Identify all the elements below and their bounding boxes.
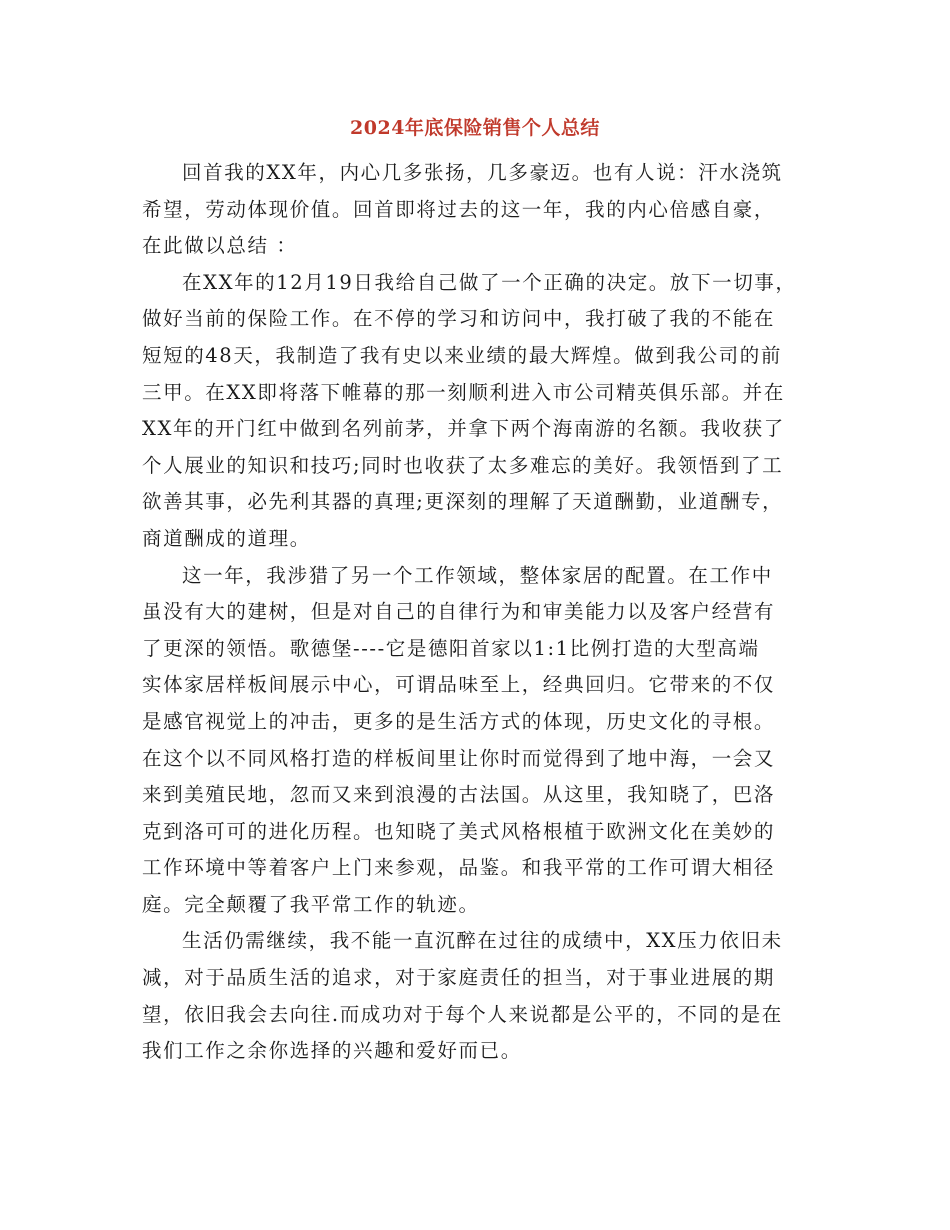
paragraph-4 <box>142 923 812 1069</box>
text-line: 商道酬成的道理。 <box>142 526 311 550</box>
text-line: 在这个以不同风格打造的样板间里让你时而觉得到了地中海，一会又 <box>142 746 776 770</box>
text-line: 望，依旧我会去向往.而成功对于每个人来说都是公平的，不同的是在 <box>142 1002 783 1026</box>
document-title: 2024年底保险销售个人总结 <box>350 117 600 139</box>
text-line: 回首我的XX年，内心几多张扬，几多豪迈。也有人说：汗水浇筑 <box>182 161 783 184</box>
text-line: 来到美殖民地，忽而又来到浪漫的古法国。从这里，我知晓了，巴洛 <box>142 783 776 807</box>
text-line: 在XX年的12月19日我给自己做了一个正确的决定。放下一切事， <box>182 270 797 294</box>
text-line: 希望，劳动体现价值。回首即将过去的这一年，我的内心倍感自豪， <box>142 197 776 221</box>
text-line: 三甲。在XX即将落下帷幕的那一刻顺利进入市公司精英俱乐部。并在 <box>142 380 785 404</box>
text-line: 实体家居样板间展示中心，可谓品味至上，经典回归。它带来的不仅 <box>142 673 776 697</box>
text-line: 短短的48天，我制造了我有史以来业绩的最大辉煌。做到我公司的前 <box>142 343 782 367</box>
text-line: 这一年，我涉猎了另一个工作领域，整体家居的配置。在工作中 <box>182 563 773 587</box>
text-line: XX年的开门红中做到名列前茅，并拿下两个海南游的名额。我收获了 <box>142 417 785 441</box>
text-line: 虽没有大的建树，但是对自己的自律行为和审美能力以及客户经营有 <box>142 600 776 624</box>
text-line: 克到洛可可的进化历程。也知晓了美式风格根植于欧洲文化在美妙的 <box>142 819 776 843</box>
text-line: 生活仍需继续，我不能一直沉醉在过往的成绩中，XX压力依旧未 <box>182 929 783 953</box>
text-line: 做好当前的保险工作。在不停的学习和访问中，我打破了我的不能在 <box>142 307 776 331</box>
text-line: 欲善其事，必先利其器的真理;更深刻的理解了天道酬勤，业道酬专， <box>142 490 784 514</box>
text-line: 减，对于品质生活的追求，对于家庭责任的担当，对于事业进展的期 <box>142 966 776 990</box>
text-line: 庭。完全颠覆了我平常工作的轨迹。 <box>142 892 480 916</box>
text-line: 是感官视觉上的冲击，更多的是生活方式的体现，历史文化的寻根。 <box>142 709 776 733</box>
document-body <box>142 155 812 1070</box>
paragraph-3 <box>142 558 812 924</box>
text-line: 了更深的领悟。歌德堡----它是德阳首家以1:1比例打造的大型高端 <box>142 636 760 660</box>
text-line: 我们工作之余你选择的兴趣和爱好而已。 <box>142 1039 522 1063</box>
text-line: 在此做以总结 ： <box>142 234 298 258</box>
text-line: 个人展业的知识和技巧;同时也收获了太多难忘的美好。我领悟到了工 <box>142 453 784 477</box>
paragraph-2 <box>142 265 812 558</box>
paragraph-1 <box>142 155 812 265</box>
text-line: 工作环境中等着客户上门来参观，品鉴。和我平常的工作可谓大相径 <box>142 856 776 880</box>
